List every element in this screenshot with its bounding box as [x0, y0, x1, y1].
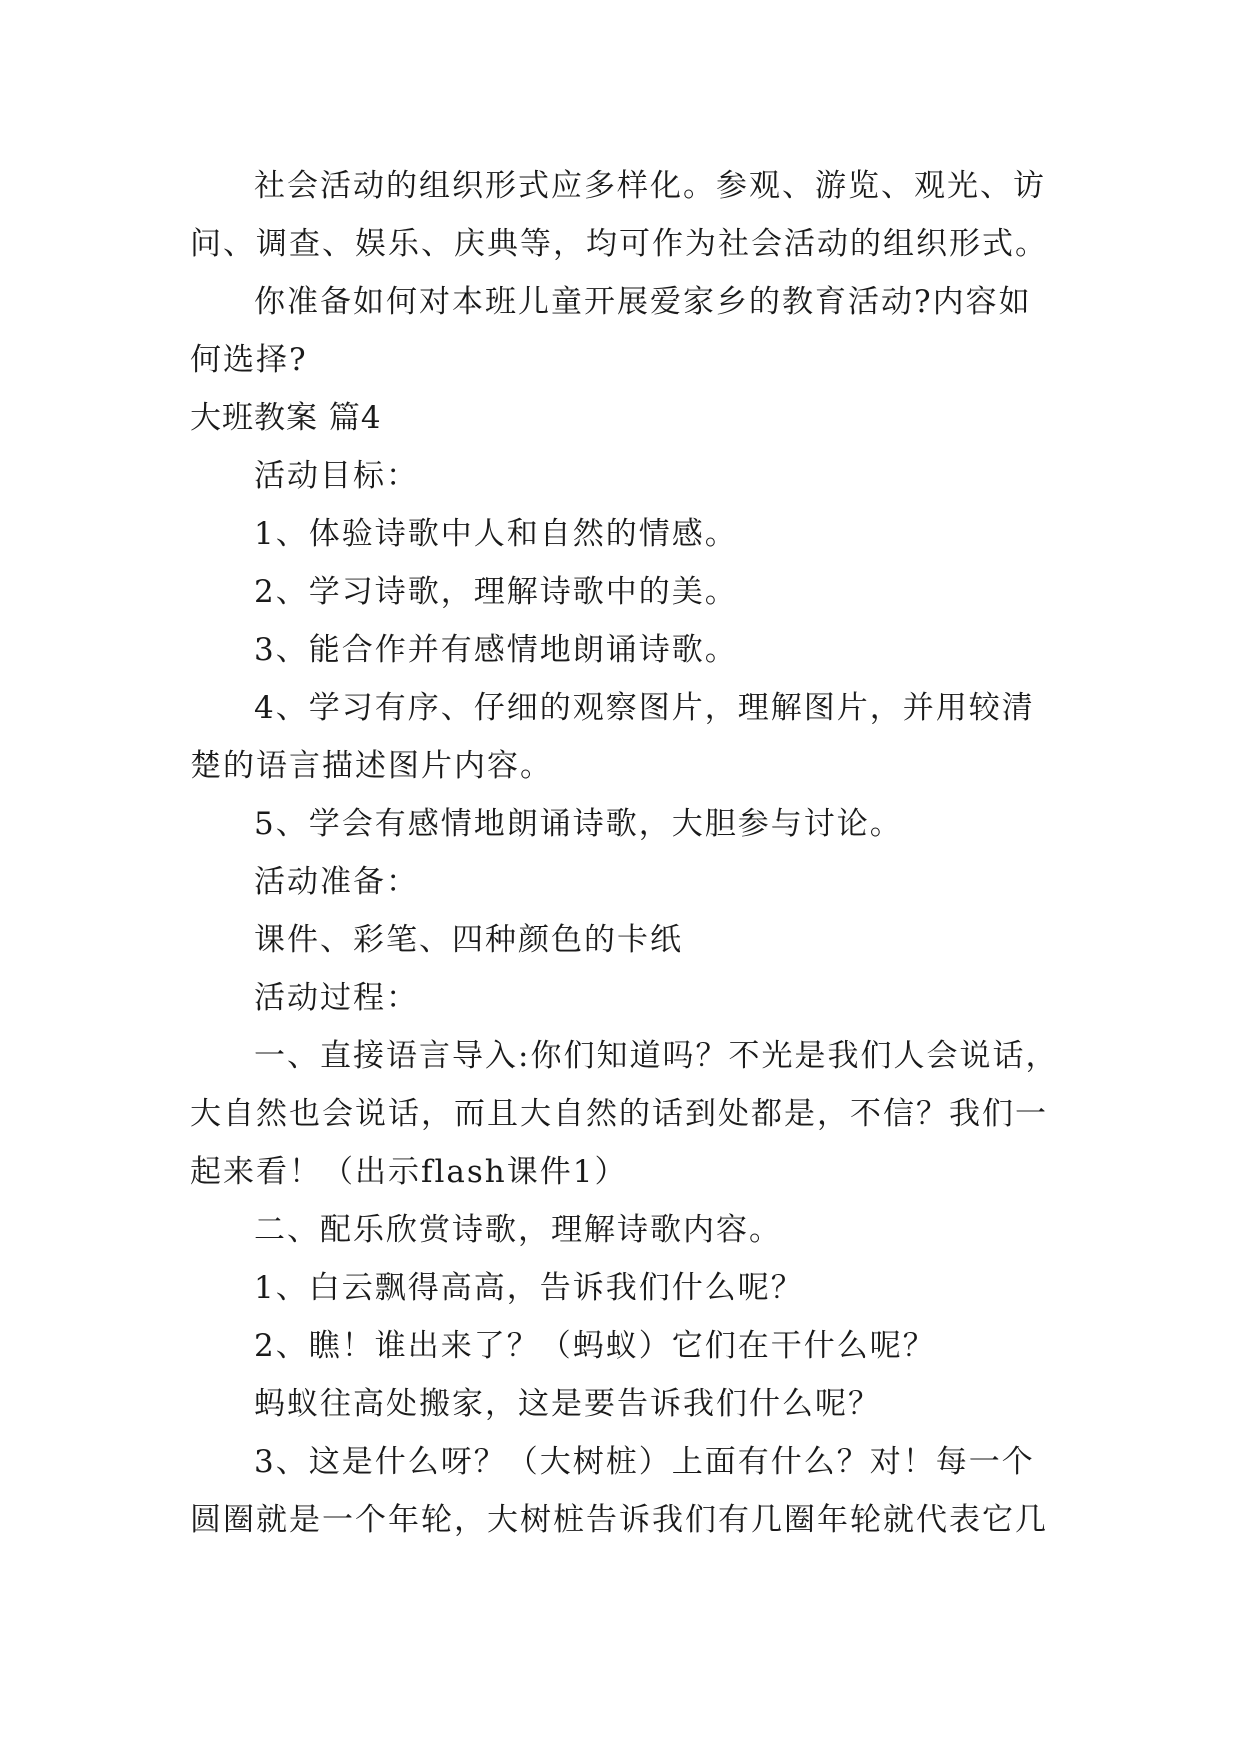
list-item: 1、体验诗歌中人和自然的情感。: [254, 516, 738, 552]
paragraph-line: 一、直接语言导入:你们知道吗？不光是我们人会说话，: [254, 1038, 1059, 1074]
list-item-continuation: 楚的语言描述图片内容。: [190, 748, 553, 784]
paragraph-line: 二、配乐欣赏诗歌，理解诗歌内容。: [254, 1212, 782, 1248]
list-item: 5、学会有感情地朗诵诗歌，大胆参与讨论。: [254, 806, 903, 842]
paragraph-line: 大自然也会说话，而且大自然的话到处都是，不信？我们一: [190, 1096, 1048, 1132]
list-item: 3、能合作并有感情地朗诵诗歌。: [254, 632, 738, 668]
paragraph-line: 你准备如何对本班儿童开展爱家乡的教育活动?内容如: [254, 284, 1032, 320]
paragraph-line: 课件、彩笔、四种颜色的卡纸: [254, 922, 683, 958]
paragraph-line: 圆圈就是一个年轮，大树桩告诉我们有几圈年轮就代表它几: [190, 1502, 1048, 1538]
paragraph-line: 社会活动的组织形式应多样化。参观、游览、观光、访: [254, 168, 1046, 204]
section-heading: 大班教案 篇4: [190, 400, 382, 436]
list-item: 1、白云飘得高高，告诉我们什么呢？: [254, 1270, 804, 1306]
paragraph-line: 起来看！（出示flash课件1）: [190, 1154, 628, 1190]
paragraph-line: 问、调查、娱乐、庆典等，均可作为社会活动的组织形式。: [190, 226, 1048, 262]
list-item: 2、瞧！谁出来了？（蚂蚁）它们在干什么呢？: [254, 1328, 936, 1364]
list-item: 2、学习诗歌，理解诗歌中的美。: [254, 574, 738, 610]
subheading: 活动准备：: [254, 864, 419, 900]
list-item: 3、这是什么呀？（大树桩）上面有什么？对！每一个: [254, 1444, 1035, 1480]
paragraph-line: 蚂蚁往高处搬家，这是要告诉我们什么呢？: [254, 1386, 881, 1422]
subheading: 活动过程：: [254, 980, 419, 1016]
paragraph-line: 何选择?: [190, 342, 308, 378]
list-item: 4、学习有序、仔细的观察图片，理解图片，并用较清: [254, 690, 1035, 726]
subheading: 活动目标：: [254, 458, 419, 494]
